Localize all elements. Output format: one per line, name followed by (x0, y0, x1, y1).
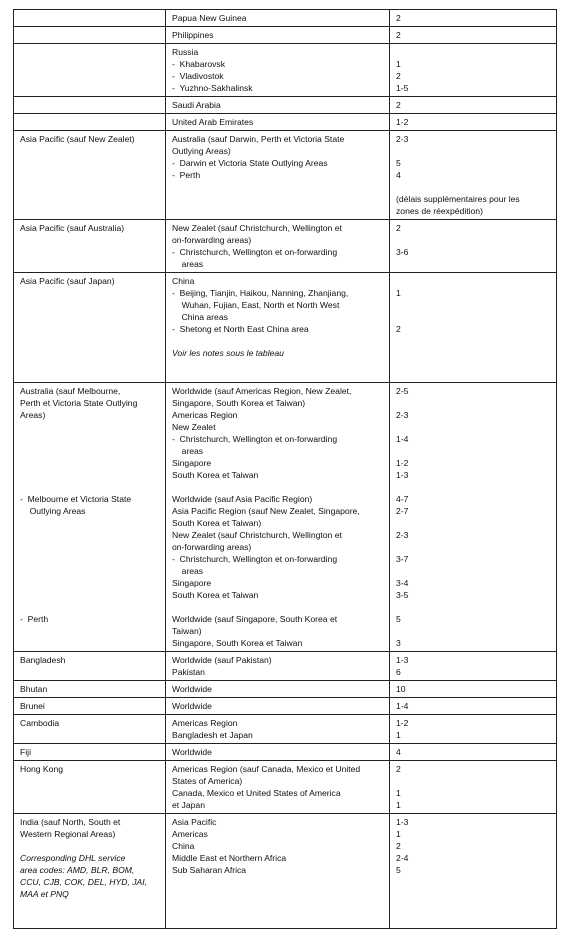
transit-days-cell (390, 97, 557, 114)
cell-line (396, 275, 551, 287)
table-row (14, 131, 557, 220)
destination-cell (166, 220, 390, 273)
transit-days-cell (390, 44, 557, 97)
cell-line: MAA et PNQ (20, 889, 69, 899)
cell-line: 4 (396, 747, 401, 757)
cell-line (20, 517, 160, 529)
cell-line: 5 (396, 158, 401, 168)
cell-line: Cambodia (20, 718, 60, 728)
cell-line: 2-3 (396, 134, 409, 144)
cell-line: Outlying Areas (20, 506, 86, 516)
cell-line: 1 (396, 288, 401, 298)
destination-cell (166, 114, 390, 131)
cell-line: Bangladesh et Japan (172, 730, 253, 740)
cell-line: Asia Pacific (172, 817, 217, 827)
cell-line: 1 (396, 829, 401, 839)
cell-line: South Korea et Taiwan (172, 470, 259, 480)
cell-line: zones de réexpédition) (396, 206, 483, 216)
cell-line: Singapore (172, 458, 212, 468)
cell-line: 1-4 (396, 701, 409, 711)
origin-cell (14, 698, 166, 715)
cell-line: 2 (396, 324, 401, 334)
cell-line: - Perth (20, 614, 49, 624)
cell-line: Corresponding DHL service (20, 853, 126, 863)
transit-days-cell (390, 698, 557, 715)
cell-line: 1 (396, 788, 401, 798)
cell-line: Philippines (172, 30, 214, 40)
transit-days-cell (390, 220, 557, 273)
transit-days-cell (390, 27, 557, 44)
origin-cell (14, 273, 166, 383)
cell-line (396, 145, 551, 157)
origin-cell (14, 27, 166, 44)
cell-line: 2 (396, 100, 401, 110)
cell-line (20, 553, 160, 565)
table-row (14, 715, 557, 744)
destination-cell (166, 814, 390, 929)
cell-line: - Perth (172, 170, 201, 180)
cell-line: South Korea et Taiwan) (172, 518, 262, 528)
delivery-times-table (13, 9, 557, 929)
cell-line: Americas Region (172, 410, 238, 420)
cell-line (396, 625, 551, 637)
destination-cell (166, 698, 390, 715)
cell-line: 2-3 (396, 410, 409, 420)
cell-line: - Christchurch, Wellington et on-forwarding (172, 434, 338, 444)
cell-line: 6 (396, 667, 401, 677)
cell-line: 1 (396, 59, 401, 69)
cell-line: 1-3 (396, 817, 409, 827)
table-row (14, 273, 557, 383)
cell-line (396, 46, 551, 58)
cell-line: Sub Saharan Africa (172, 865, 247, 875)
cell-line: 1 (396, 730, 401, 740)
cell-line: Pakistan (172, 667, 205, 677)
cell-line (20, 840, 160, 852)
cell-line: Asia Pacific (sauf Japan) (20, 276, 115, 286)
transit-days-cell (390, 814, 557, 929)
cell-line: Asia Pacific (sauf Australia) (20, 223, 125, 233)
cell-line: Asia Pacific (sauf New Zealet) (20, 134, 135, 144)
cell-line (396, 445, 551, 457)
transit-days-cell (390, 681, 557, 698)
cell-line (396, 311, 551, 323)
table-row (14, 761, 557, 814)
cell-line: on-forwarding areas) (172, 542, 252, 552)
cell-line: - Khabarovsk (172, 59, 226, 69)
destination-cell (166, 10, 390, 27)
cell-line: 2-5 (396, 386, 409, 396)
cell-line: Worldwide (sauf Americas Region, New Zealet, (172, 386, 352, 396)
cell-line: on-forwarding areas) (172, 235, 252, 245)
cell-line: Bhutan (20, 684, 48, 694)
cell-line: Australia (sauf Darwin, Perth et Victoria State (172, 134, 345, 144)
table-row (14, 698, 557, 715)
cell-line: Asia Pacific Region (sauf New Zealet, Singapore, (172, 506, 360, 516)
cell-line: China (172, 841, 195, 851)
cell-line: South Korea et Taiwan (172, 590, 259, 600)
cell-line: 3-5 (396, 590, 409, 600)
cell-line: Wuhan, Fujian, East, North et North West (172, 300, 340, 310)
origin-cell (14, 44, 166, 97)
transit-days-cell (390, 744, 557, 761)
destination-cell (166, 44, 390, 97)
cell-line: New Zealet (172, 422, 216, 432)
table-row (14, 114, 557, 131)
cell-line: Hong Kong (20, 764, 64, 774)
table-row (14, 814, 557, 929)
cell-line (20, 445, 160, 457)
cell-line: - Beijing, Tianjin, Haikou, Nanning, Zhanjiang, (172, 288, 349, 298)
cell-line: States of America) (172, 776, 243, 786)
transit-days-cell (390, 131, 557, 220)
cell-line: United Arab Emirates (172, 117, 254, 127)
cell-line: 5 (396, 865, 401, 875)
cell-line: 2 (396, 223, 401, 233)
origin-cell (14, 10, 166, 27)
cell-line: (délais supplémentaires pour les (396, 194, 520, 204)
table-row (14, 10, 557, 27)
table-row (14, 681, 557, 698)
table-row (14, 652, 557, 681)
cell-line (396, 181, 551, 193)
destination-cell (166, 273, 390, 383)
destination-cell (166, 681, 390, 698)
cell-line (20, 433, 160, 445)
cell-line: - Yuzhno-Sakhalinsk (172, 83, 253, 93)
cell-line: Worldwide (172, 684, 212, 694)
destination-cell (166, 761, 390, 814)
cell-line: China (172, 276, 195, 286)
cell-line (396, 541, 551, 553)
origin-cell (14, 114, 166, 131)
cell-line: 10 (396, 684, 406, 694)
cell-line (396, 775, 551, 787)
cell-line (20, 565, 160, 577)
cell-line (172, 481, 384, 493)
origin-cell (14, 131, 166, 220)
cell-line: et Japan (172, 800, 205, 810)
cell-line: - Melbourne et Victoria State (20, 494, 132, 504)
cell-line: 1-2 (396, 718, 409, 728)
cell-line: 3 (396, 638, 401, 648)
cell-line: China areas (172, 312, 228, 322)
origin-cell (14, 761, 166, 814)
cell-line: 2 (396, 764, 401, 774)
table-row (14, 383, 557, 652)
origin-cell (14, 220, 166, 273)
origin-cell (14, 681, 166, 698)
cell-line (20, 577, 160, 589)
destination-cell (166, 715, 390, 744)
origin-cell (14, 715, 166, 744)
cell-line (20, 529, 160, 541)
cell-line: 3-7 (396, 554, 409, 564)
cell-line: areas (172, 446, 204, 456)
cell-line: Worldwide (sauf Pakistan) (172, 655, 272, 665)
table-row (14, 97, 557, 114)
cell-line: Worldwide (172, 747, 212, 757)
table-row (14, 44, 557, 97)
cell-line: 2 (396, 13, 401, 23)
destination-cell (166, 97, 390, 114)
cell-line: 3-4 (396, 578, 409, 588)
cell-line: Fiji (20, 747, 31, 757)
origin-cell (14, 97, 166, 114)
cell-line (20, 421, 160, 433)
cell-line: Worldwide (sauf Asia Pacific Region) (172, 494, 313, 504)
cell-line: Canada, Mexico et United States of America (172, 788, 341, 798)
transit-days-cell (390, 114, 557, 131)
cell-line: 1-2 (396, 458, 409, 468)
cell-line: 2-4 (396, 853, 409, 863)
cell-line: New Zealet (sauf Christchurch, Wellington et (172, 223, 342, 233)
cell-line: India (sauf North, South et (20, 817, 121, 827)
cell-line: 2 (396, 841, 401, 851)
cell-line: Americas (172, 829, 208, 839)
cell-line: CCU, CJB, COK, DEL, HYD, JAI, (20, 877, 148, 887)
cell-line: Russia (172, 47, 199, 57)
origin-cell (14, 744, 166, 761)
cell-line: Areas) (20, 410, 46, 420)
cell-line: 1-5 (396, 83, 409, 93)
cell-line (20, 457, 160, 469)
cell-line: 2 (396, 30, 401, 40)
transit-days-cell (390, 383, 557, 652)
cell-line (396, 517, 551, 529)
cell-line: Australia (sauf Melbourne, (20, 386, 121, 396)
cell-line (20, 481, 160, 493)
cell-line: 4 (396, 170, 401, 180)
origin-cell (14, 383, 166, 652)
cell-line: Saudi Arabia (172, 100, 221, 110)
origin-cell (14, 652, 166, 681)
origin-cell (14, 814, 166, 929)
cell-line (396, 397, 551, 409)
cell-line (396, 421, 551, 433)
cell-line (172, 335, 384, 347)
cell-line: 2-7 (396, 506, 409, 516)
transit-days-cell (390, 273, 557, 383)
cell-line: Worldwide (sauf Singapore, South Korea et (172, 614, 338, 624)
cell-line: 3-6 (396, 247, 409, 257)
cell-line: 1-3 (396, 470, 409, 480)
destination-cell (166, 131, 390, 220)
cell-line: Western Regional Areas) (20, 829, 116, 839)
cell-line: - Darwin et Victoria State Outlying Areas (172, 158, 328, 168)
cell-line: 4-7 (396, 494, 409, 504)
cell-line (172, 601, 384, 613)
cell-line: Singapore, South Korea et Taiwan (172, 638, 303, 648)
cell-line: Worldwide (172, 701, 212, 711)
cell-line: area codes: AMD, BLR, BOM, (20, 865, 135, 875)
cell-line (396, 565, 551, 577)
cell-line: areas (172, 259, 204, 269)
cell-line: - Christchurch, Wellington et on-forwarding (172, 247, 338, 257)
cell-line: 5 (396, 614, 401, 624)
cell-line (396, 601, 551, 613)
cell-line (20, 541, 160, 553)
cell-line: 1-4 (396, 434, 409, 444)
cell-line: - Shetong et North East China area (172, 324, 309, 334)
destination-cell (166, 383, 390, 652)
destination-cell (166, 652, 390, 681)
cell-line: 1-2 (396, 117, 409, 127)
table-body (14, 10, 557, 929)
transit-days-cell (390, 761, 557, 814)
cell-line: Americas Region (172, 718, 238, 728)
cell-line: Perth et Victoria State Outlying (20, 398, 138, 408)
cell-line: Singapore (172, 578, 212, 588)
cell-line (20, 601, 160, 613)
cell-line: 1-3 (396, 655, 409, 665)
cell-line: Middle East et Northern Africa (172, 853, 287, 863)
transit-days-cell (390, 715, 557, 744)
cell-line: Americas Region (sauf Canada, Mexico et United (172, 764, 361, 774)
cell-line: Singapore, South Korea et Taiwan) (172, 398, 306, 408)
cell-line: Outlying Areas) (172, 146, 231, 156)
cell-line (20, 469, 160, 481)
destination-cell (166, 27, 390, 44)
cell-line: Voir les notes sous le tableau (172, 348, 284, 358)
cell-line: New Zealet (sauf Christchurch, Wellington et (172, 530, 342, 540)
cell-line (396, 481, 551, 493)
table-row (14, 220, 557, 273)
cell-line: areas (172, 566, 204, 576)
cell-line: Taiwan) (172, 626, 202, 636)
cell-line: Brunei (20, 701, 45, 711)
cell-line (396, 299, 551, 311)
table-row (14, 744, 557, 761)
transit-days-cell (390, 10, 557, 27)
cell-line: 1 (396, 800, 401, 810)
cell-line: Papua New Guinea (172, 13, 247, 23)
cell-line (20, 589, 160, 601)
cell-line: - Vladivostok (172, 71, 224, 81)
cell-line (396, 234, 551, 246)
cell-line: Bangladesh (20, 655, 66, 665)
cell-line: 2 (396, 71, 401, 81)
cell-line: - Christchurch, Wellington et on-forwarding (172, 554, 338, 564)
transit-days-cell (390, 652, 557, 681)
table-row (14, 27, 557, 44)
destination-cell (166, 744, 390, 761)
cell-line: 2-3 (396, 530, 409, 540)
